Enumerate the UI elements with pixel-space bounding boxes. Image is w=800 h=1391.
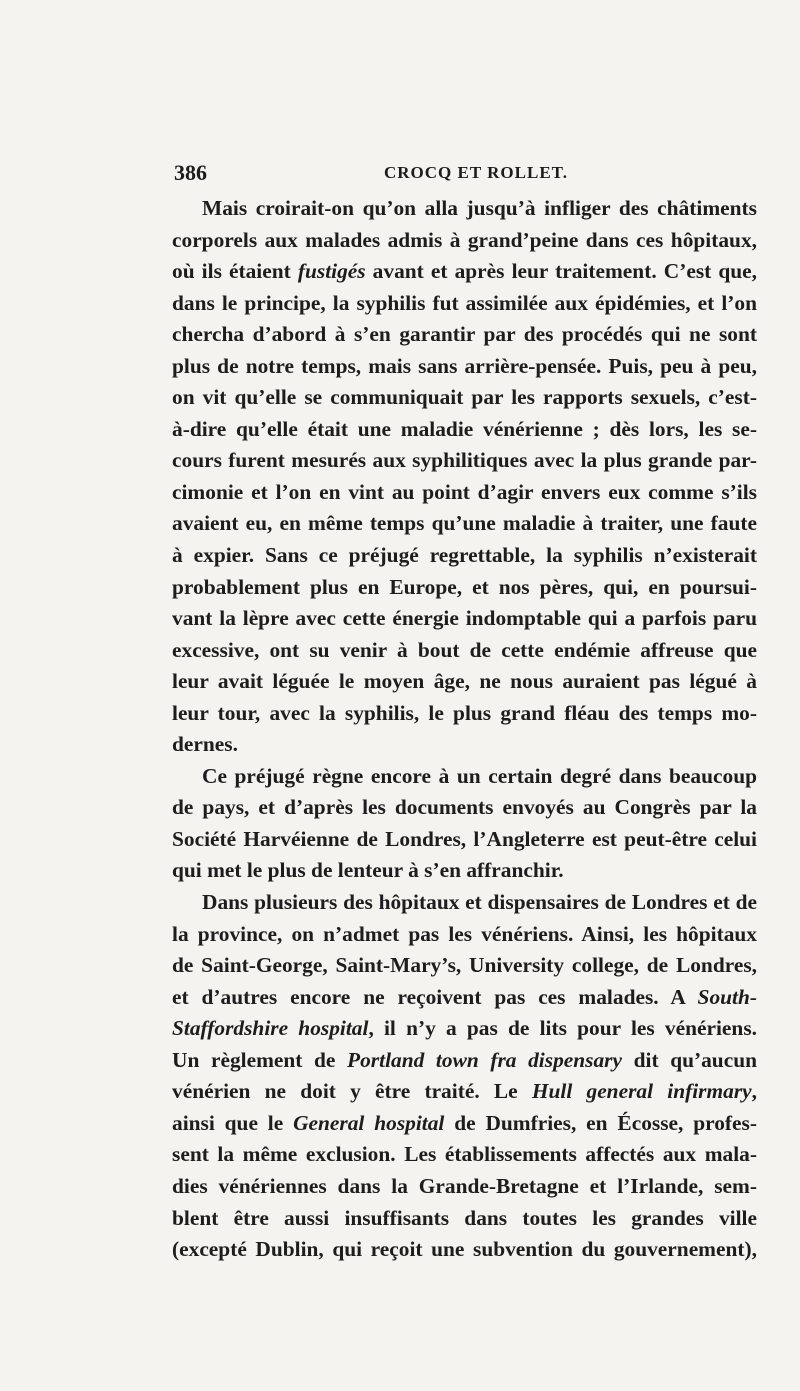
italic-text: General hospital [293,1110,445,1135]
text-line [172,887,757,919]
text-line [172,761,757,793]
text-run: , [751,1079,757,1104]
text-run: qui met le plus de lenteur à s’en affranchir. [172,858,564,883]
text-line [172,950,757,982]
text-run: Ce préjugé règne encore à un certain degré dans beaucoup [202,763,757,788]
text-run: et d’autres encore ne reçoivent pas ces malades. A [172,984,698,1009]
text-line [172,225,757,257]
text-run: à-dire qu’elle était une maladie vénérienne ; dès lors, les se- [172,416,757,441]
text-run: Mais croirait-on qu’on alla jusqu’à infliger des châtiments [202,196,757,220]
text-line [172,1171,757,1203]
text-run: Un règlement de [172,1047,348,1072]
text-run: plus de notre temps, mais sans arrière-pensée. Puis, peu à peu, [172,353,757,378]
text-line [172,635,757,667]
body-text [172,193,757,1266]
text-run: cours furent mesurés aux syphilitiques avec la plus grande par- [172,448,757,473]
text-line [172,982,757,1014]
text-line [172,477,757,509]
text-line [172,855,757,887]
text-run: Société Harvéienne de Londres, l’Angleterre est peut-être celui [172,826,757,851]
text-line [172,824,757,856]
text-line [172,729,757,761]
text-line [172,382,757,414]
text-line [172,1013,757,1045]
text-line [172,319,757,351]
text-line [172,698,757,730]
text-run: (excepté Dublin, qui reçoit une subvention du gouvernement), [172,1237,757,1262]
text-line [172,1234,757,1266]
text-run: leur tour, avec la syphilis, le plus grand fléau des temps mo- [172,700,757,725]
text-line [172,256,757,288]
text-run: cimonie et l’on en vint au point d’agir envers eux comme s’ils [172,479,757,504]
italic-text: Staffordshire hospital [172,1016,369,1041]
text-run: dies vénériennes dans la Grande-Bretagne et l’Irlande, sem- [172,1173,757,1198]
italic-text: Hull general infirmary [531,1079,752,1104]
text-line [172,288,757,320]
text-run: dans le principe, la syphilis fut assimilée aux épidémies, et l’on [172,290,757,315]
text-run: leur avait léguée le moyen âge, ne nous auraient pas légué à [172,669,757,694]
text-line [172,1045,757,1077]
text-line [172,1076,757,1108]
text-line [172,572,757,604]
text-run: Dans plusieurs des hôpitaux et dispensaires de Londres et de [202,890,757,915]
text-run: dernes. [172,732,238,757]
text-line [172,508,757,540]
text-line [172,351,757,383]
text-line [172,540,757,572]
text-run: sent la même exclusion. Les établissements affectés aux mala- [172,1142,757,1167]
text-run: excessive, ont su venir à bout de cette endémie affreuse que [172,637,757,662]
text-run: de Saint-George, Saint-Mary’s, University college, de Londres, [172,953,757,978]
text-line [172,1203,757,1235]
text-run: corporels aux malades admis à grand’peine dans ces hôpitaux, [172,227,757,252]
text-run: probablement plus en Europe, et nos pères, qui, en poursui- [172,574,757,599]
text-run: on vit qu’elle se communiquait par les rapports sexuels, c’est- [172,385,757,410]
text-run: avaient eu, en même temps qu’une maladie à traiter, une faute [172,511,757,536]
text-run: de Dumfries, en Écosse, profes- [444,1110,757,1135]
text-line [172,193,757,225]
text-line [172,414,757,446]
text-run: vant la lèpre avec cette énergie indomptable qui a parfois paru [172,606,757,631]
text-run: blent être aussi insuffisants dans toutes les grandes ville [172,1205,757,1230]
text-run: avant et après leur traitement. C’est que, [365,259,757,284]
text-line [172,792,757,824]
text-line [172,919,757,951]
page-header [172,160,757,190]
text-line [172,1139,757,1171]
italic-text: fustigés [297,259,366,284]
running-head: CROCQ ET ROLLET. [384,163,568,182]
text-line [172,1108,757,1140]
text-run: chercha d’abord à s’en garantir par des procédés qui ne sont [172,322,757,347]
text-run: , il n’y a pas de lits pour les vénériens. [368,1016,757,1041]
text-run: où ils étaient [172,259,298,284]
text-run: de pays, et d’après les documents envoyés au Congrès par la [172,795,757,820]
page-number: 386 [174,160,207,185]
text-line [172,603,757,635]
text-line [172,445,757,477]
text-run: la province, on n’admet pas les vénériens. Ainsi, les hôpitaux [172,921,757,946]
text-line [172,666,757,698]
italic-text: Portland town fra dispensary [347,1047,622,1072]
text-run: vénérien ne doit y être traité. Le [172,1079,532,1104]
text-run: à expier. Sans ce préjugé regrettable, la syphilis n’existerait [172,543,757,568]
text-run: ainsi que le [172,1110,294,1135]
text-run: dit qu’aucun [622,1047,757,1072]
italic-text: South- [697,984,757,1009]
